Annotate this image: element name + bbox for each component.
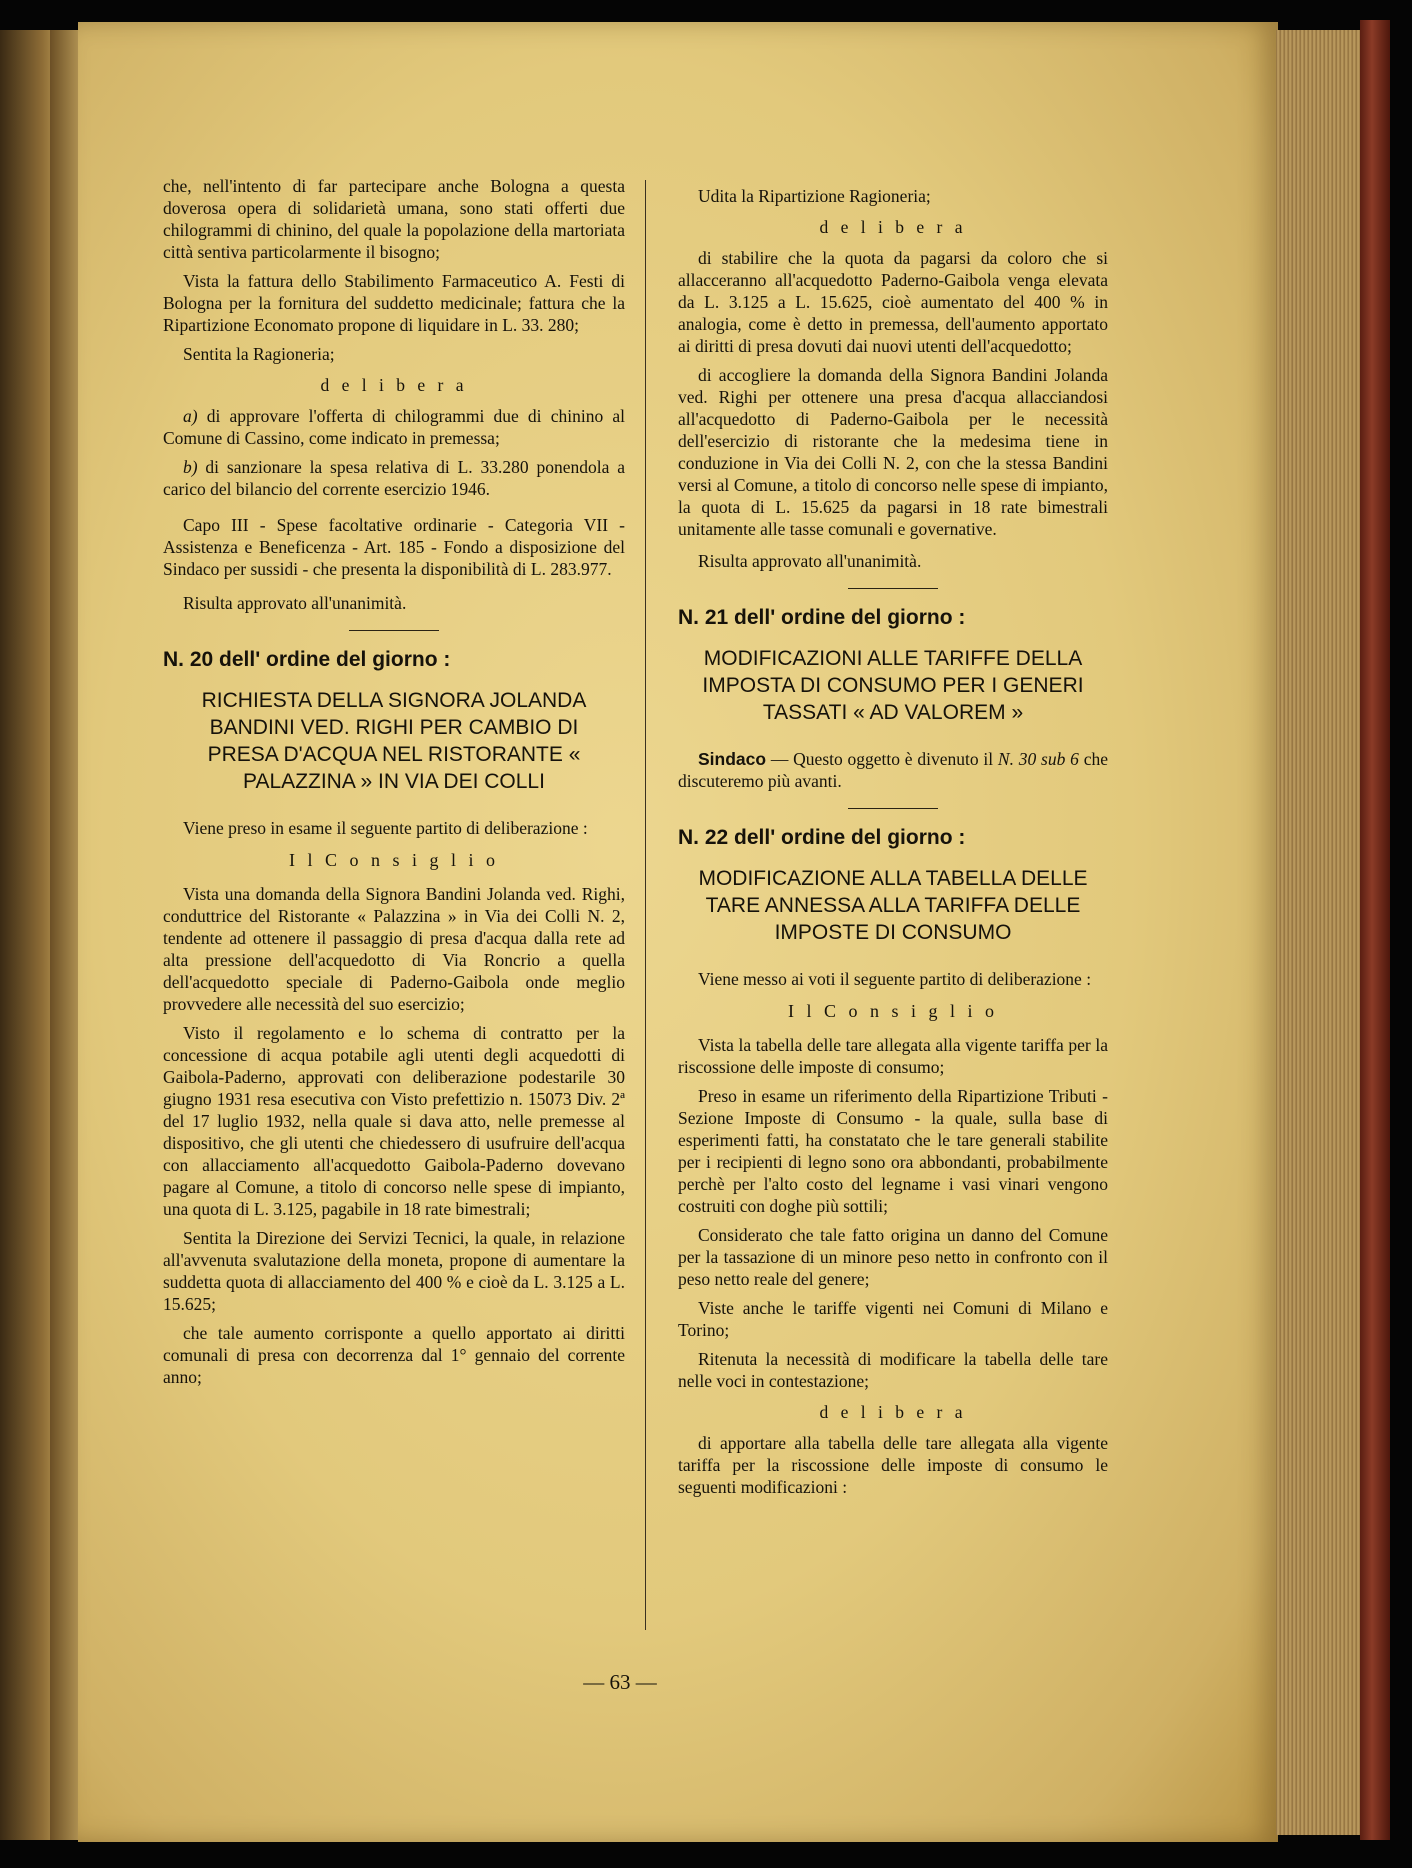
item-text: di sanzionare la spesa relativa di L. 33.280 ponendola a carico del bilancio del corrente esercizio 1946. [163,457,625,499]
agenda-heading-n22: N. 22 dell' ordine del giorno : [678,826,966,849]
delibera-label: d e l i b e r a [819,217,967,237]
paragraph: Sentita la Ragioneria; [183,344,335,364]
delibera-label: d e l i b e r a [819,1402,967,1422]
paragraph: Capo III - Spese facoltative ordinarie - Categoria VII - Assistenza e Beneficenza - Art. 185 - Fondo a disposizione del Sindaco per sussidi - che presenta la disponibilità di L. 283.977. [163,515,625,579]
section-divider [848,808,938,809]
section-divider [848,588,938,589]
paragraph: Viste anche le tariffe vigenti nei Comuni di Milano e Torino; [678,1298,1108,1340]
note-reference: N. 30 sub 6 [997,749,1079,769]
item-text: di approvare l'offerta di chilogrammi due di chinino al Comune di Cassino, come indicato in premessa; [163,406,625,448]
item-marker: b) [183,457,198,477]
paragraph: Sentita la Direzione dei Servizi Tecnici, la quale, in relazione all'avvenuta svalutazione della moneta, propone di aumentare la suddetta quota di allacciamento del 400 % e cioè da L. 3.125 a L. 15.625; [163,1228,625,1314]
column-divider [645,180,646,1630]
paragraph: di apportare alla tabella delle tare allegata alla vigente tariffa per la riscossione delle imposte di consumo le seguenti modificazioni : [678,1433,1108,1497]
paragraph: Viene preso in esame il seguente partito di deliberazione : [183,818,588,838]
approval-note: Risulta approvato all'unanimità. [698,551,922,571]
paragraph-item-b [163,456,625,500]
delibera-label: d e l i b e r a [320,375,468,395]
paragraph: Vista una domanda della Signora Bandini Jolanda ved. Righi, conduttrice del Ristorante « Palazzina » in Via dei Colli N. 2, tendente ad ottenere il passaggio di presa d'acqua dalla rete ad alta pressione dell'acquedotto di Via Roncrio a quella dell'acquedotto speciale di Paderno-Gaibola onde meglio provvedere alle necessità del suo esercizio; [163,884,625,1014]
paragraph: di stabilire che la quota da pagarsi da coloro che si allacceranno all'acquedotto Paderno-Gaibola venga elevata da L. 3.125 a L. 15.625, cioè aumentato del 400 % in analogia, come è detto in premessa, dell'aumento apportato ai diritti di presa dovuti dai nuovi utenti dell'acquedotto; [678,248,1108,356]
agenda-heading-n20: N. 20 dell' ordine del giorno : [163,648,451,671]
left-column [163,175,625,1395]
book-cover-edge [1360,20,1390,1840]
page-number: — 63 — [583,1670,657,1694]
sindaco-note [678,748,1108,792]
paragraph: che tale aumento corrisponte a quello apportato ai diritti comunali di presa con decorrenza dal 1° gennaio del corrente anno; [163,1323,625,1387]
note-text: — Questo oggetto è divenuto il [766,749,998,769]
paragraph: Viene messo ai voti il seguente partito di deliberazione : [698,969,1092,989]
paragraph: che, nell'intento di far partecipare anche Bologna a questa doverosa opera di solidarietà umana, sono stati offerti due chilogrammi di chinino, del quale la popolazione della martoriata città sentiva particolarmente il bisogno; [163,176,625,262]
paragraph: Visto il regolamento e lo schema di contratto per la concessione di acqua potabile agli utenti degli acquedotti di Gaibola-Paderno, approvati con deliberazione podestarile 30 giugno 1931 resa esecutiva con Visto prefettizio n. 15073 Div. 2ª del 17 luglio 1932, nella quale si dava atto, nelle premesse al dispositivo, che gli utenti che chiedessero di usufruire dell'acqua con allacciamento all'acquedotto Gaibola-Paderno dovevano pagare al Comune, a titolo di concorso nelle spese di impianto, una quota di L. 3.125, pagabile in 18 rate bimestrali; [163,1023,625,1219]
paragraph: Considerato che tale fatto origina un danno del Comune per la tassazione di un minore peso netto in confronto con il peso netto reale del genere; [678,1225,1108,1289]
consiglio-label: I l C o n s i g l i o [787,1001,998,1021]
agenda-subject-n22: MODIFICAZIONE ALLA TABELLA DELLE TARE ANNESSA ALLA TARIFFA DELLE IMPOSTE DI CONSUMO [698,867,1088,944]
section-divider [349,630,439,631]
consiglio-label: I l C o n s i g l i o [288,850,499,870]
note-text: che discuteremo più avanti. [678,749,1108,791]
paragraph: di accogliere la domanda della Signora Bandini Jolanda ved. Righi per ottenere una presa d'acqua allacciandosi all'acquedotto di Paderno-Gaibola per le necessità dell'esercizio di ristorante che la medesima tiene in conduzione in Via dei Colli N. 2, con che la stessa Bandini versi al Comune, a titolo di concorso nelle spese di impianto, la quota di L. 15.625 da pagarsi in 18 rate bimestrali unitamente alle tasse comunali e governative. [678,365,1108,539]
page-stack-edge [1276,30,1364,1835]
paragraph: Ritenuta la necessità di modificare la tabella delle tare nelle voci in contestazione; [678,1349,1108,1391]
paragraph: Preso in esame un riferimento della Ripartizione Tributi - Sezione Imposte di Consumo - la quale, sulla base di esperimenti fatti, ha constatato che le tare generali stabilite per i recipienti di legno sono ora abbondanti, probabilmente perchè per l'alto costo del legname i vasi vinari vengono costruiti con doghe più sottili; [678,1086,1108,1216]
speaker-label: Sindaco [698,749,767,769]
paragraph: Udita la Ripartizione Ragioneria; [698,186,931,206]
right-column [678,185,1108,1505]
agenda-subject-n21: MODIFICAZIONI ALLE TARIFFE DELLA IMPOSTA DI CONSUMO PER I GENERI TASSATI « AD VALOREM » [702,647,1084,724]
agenda-heading-n21: N. 21 dell' ordine del giorno : [678,606,966,629]
item-marker: a) [183,406,198,426]
paragraph: Vista la fattura dello Stabilimento Farmaceutico A. Festi di Bologna per la fornitura del suddetto medicinale; fattura che la Ripartizione Economato propone di liquidare in L. 33. 280; [163,271,625,335]
agenda-subject-n20: RICHIESTA DELLA SIGNORA JOLANDA BANDINI VED. RIGHI PER CAMBIO DI PRESA D'ACQUA NEL RISTORANTE « PALAZZINA » IN VIA DEI COLLI [201,689,587,793]
paragraph: Vista la tabella delle tare allegata alla vigente tariffa per la riscossione delle imposte di consumo; [678,1035,1108,1077]
paragraph-item-a [163,405,625,449]
approval-note: Risulta approvato all'unanimità. [183,593,407,613]
